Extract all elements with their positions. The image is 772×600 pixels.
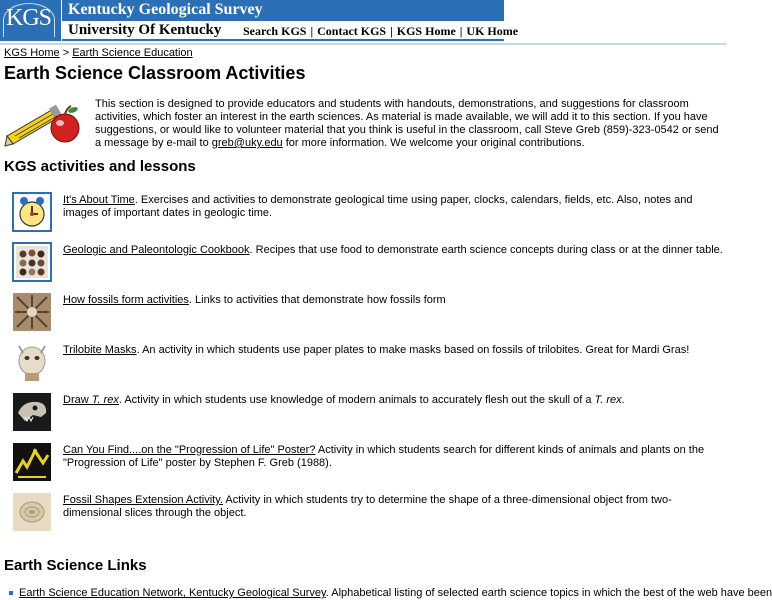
banner-org-bar (62, 0, 504, 21)
t-rex-skull-icon[interactable] (13, 393, 51, 431)
activity-link[interactable]: Can You Find....on the "Progression of Life" Poster? (63, 444, 316, 456)
top-nav: Search KGS | Contact KGS | KGS Home | UK Home (243, 24, 519, 38)
activity-link[interactable]: Trilobite Masks (63, 344, 137, 356)
activity-text: Draw T. rex. Activity in which students use knowledge of modern animals to accurately flesh out the skull of a T. rex. (63, 394, 625, 406)
breadcrumb (4, 47, 193, 59)
pencil-apple-icon (5, 100, 85, 148)
org-name: Kentucky Geological Survey (68, 1, 263, 18)
breadcrumb-home-link[interactable]: KGS Home (4, 47, 60, 59)
activity-link[interactable]: Draw T. rex (63, 394, 119, 406)
trilobite-mask-icon[interactable] (13, 343, 51, 381)
site-banner (0, 0, 519, 41)
activity-link[interactable]: Geologic and Paleontologic Cookbook (63, 244, 250, 256)
nav-uk-home[interactable]: UK Home (466, 24, 519, 38)
links-heading: Earth Science Links (4, 557, 147, 574)
intro-text-end: for more information. We welcome your original contributions. (285, 137, 585, 149)
cookbook-icon[interactable] (13, 243, 51, 281)
page-title: Earth Science Classroom Activities (4, 63, 306, 83)
link-earth-science-network[interactable]: Earth Science Education Network, Kentucky Geological Survey (19, 587, 326, 599)
activity-link[interactable]: How fossils form activities (63, 294, 189, 306)
fossil-shapes-icon[interactable] (13, 493, 51, 531)
kgs-logo[interactable] (0, 0, 62, 41)
nav-contact-kgs[interactable]: Contact KGS (317, 24, 387, 38)
fossil-icon[interactable] (13, 293, 51, 331)
activity-text: Can You Find....on the "Progression of Life" Poster? Activity in which students search for different kinds of animals and plants on the "Progression of Life" poster by Stephen F. Greb (1988). (63, 444, 705, 469)
bullet-icon (9, 591, 13, 595)
logo-text: KGS (6, 5, 52, 31)
nav-kgs-home[interactable]: KGS Home (396, 24, 456, 38)
breadcrumb-current-link[interactable]: Earth Science Education (72, 47, 193, 59)
intro-text: This section is designed to provide educators and students with handouts, demonstrations, and suggestions for classroom activities, which foster an interest in the earth sciences. As material is made available, we will add it to this section. If you have suggestions, or would like to volunteer material that you think is useful in the classroom, call Steve Greb (859)-323-0542 or send a message by e-mail to (95, 98, 719, 149)
nav-search-kgs[interactable]: Search KGS (243, 24, 307, 38)
banner-nav-bar (62, 21, 519, 41)
header-divider (0, 43, 727, 45)
list-item: Earth Science Education Network, Kentucky Geological Survey. Alphabetical listing of selected earth science topics in which the best of the web have been (9, 587, 727, 599)
clock-icon[interactable] (13, 193, 51, 231)
intro-paragraph (95, 98, 723, 150)
activity-text: Trilobite Masks. An activity in which students use paper plates to make masks based on fossils of trilobites. Great for Mardi Gras! (63, 344, 690, 356)
activity-link[interactable]: Fossil Shapes Extension Activity. (63, 494, 223, 506)
activity-text: It's About Time. Exercises and activities to demonstrate geological time using paper, clocks, calendars, fields, etc. Also, notes and images of important dates in geologic time. (63, 194, 693, 219)
activity-text: Geologic and Paleontologic Cookbook. Recipes that use food to demonstrate earth science concepts during class or at the dinner table. (63, 244, 723, 256)
breadcrumb-separator: > (62, 47, 70, 59)
university-name: University Of Kentucky (68, 22, 222, 38)
poster-icon[interactable] (13, 443, 51, 481)
activity-link[interactable]: It's About Time (63, 194, 135, 206)
activity-text: Fossil Shapes Extension Activity. Activity in which students try to determine the shape of a three-dimensional object from two-dimensional slices through the object. (63, 494, 672, 519)
activity-text: How fossils form activities. Links to activities that demonstrate how fossils form (63, 294, 446, 306)
activities-heading: KGS activities and lessons (4, 158, 196, 175)
email-link[interactable]: greb@uky.edu (211, 137, 283, 149)
